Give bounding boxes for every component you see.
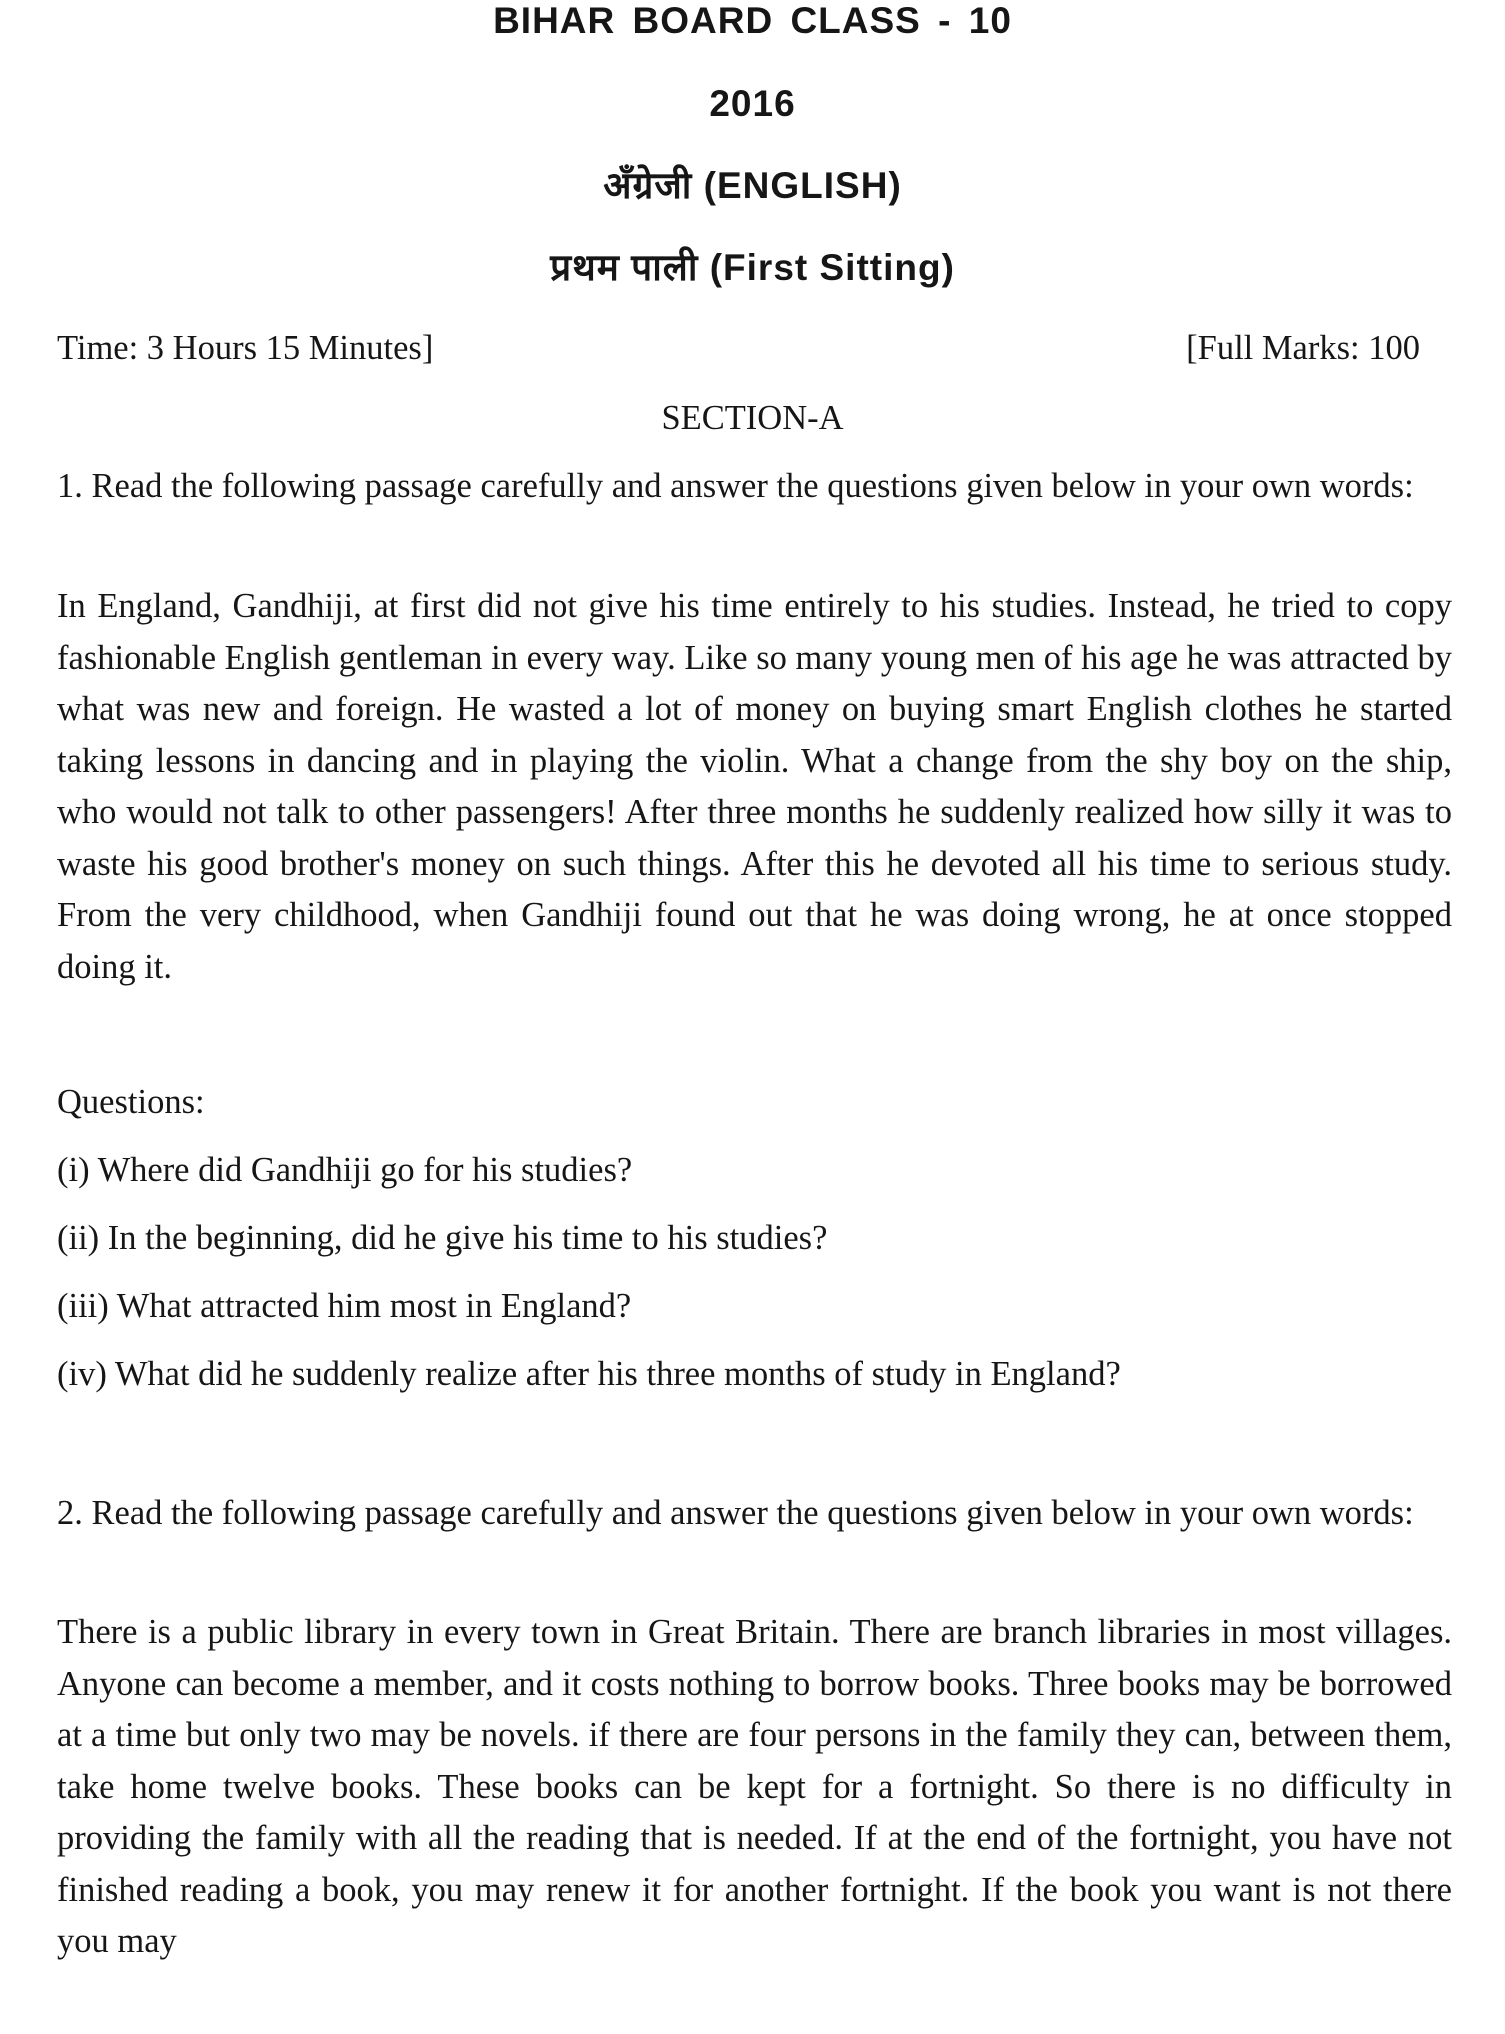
section-title: SECTION-A — [661, 399, 844, 437]
sitting-title: प्रथम पाली (First Sitting) — [550, 247, 955, 288]
exam-year: 2016 — [709, 83, 796, 124]
question-1-item: (ii) In the beginning, did he give his time to his studies? — [57, 1219, 828, 1257]
exam-meta-row — [57, 326, 1420, 370]
question-1-item: (i) Where did Gandhiji go for his studies? — [57, 1151, 633, 1189]
full-marks: [Full Marks: 100 — [1186, 329, 1420, 367]
time-allowed: Time: 3 Hours 15 Minutes] — [57, 329, 434, 367]
question-1-passage: In England, Gandhiji, at first did not give his time entirely to his studies. Instead, he tried to copy fashionable English gentleman in every way. Like so many young men of his age he was attracted by what was new and foreign. He wasted a lot of money on buying smart English clothes he started taking lessons in dancing and in playing the violin. What a change from the shy boy on the ship, who would not talk to other passengers! After three months he suddenly realized how silly it was to waste his good brother's money on such things. After this he devoted all his time to serious study. From the very childhood, when Gandhiji found out that he was doing wrong, he at once stopped doing it. — [57, 587, 1452, 986]
question-1-prompt: 1. Read the following passage carefully and answer the questions given below in your own words: — [57, 467, 1414, 505]
subject-title: अँग्रेजी (ENGLISH) — [603, 165, 902, 206]
question-2-prompt: 2. Read the following passage carefully and answer the questions given below in your own words: — [57, 1494, 1414, 1532]
question-1-item: (iv) What did he suddenly realize after his three months of study in England? — [57, 1355, 1121, 1393]
questions-label: Questions: — [57, 1083, 205, 1121]
question-1-item: (iii) What attracted him most in England? — [57, 1287, 632, 1325]
board-title: BIHAR BOARD CLASS - 10 — [493, 0, 1012, 41]
question-2-passage: There is a public library in every town in Great Britain. There are branch libraries in most villages. Anyone can become a member, and it costs nothing to borrow books. Three books may be borrowed at a time but only two may be novels. if there are four persons in the family they can, between them, take home twelve books. These books can be kept for a fortnight. So there is no difficulty in providing the family with all the reading that is needed. If at the end of the fortnight, you have not finished reading a book, you may renew it for another fortnight. If the book you want is not there you may — [57, 1613, 1452, 1960]
